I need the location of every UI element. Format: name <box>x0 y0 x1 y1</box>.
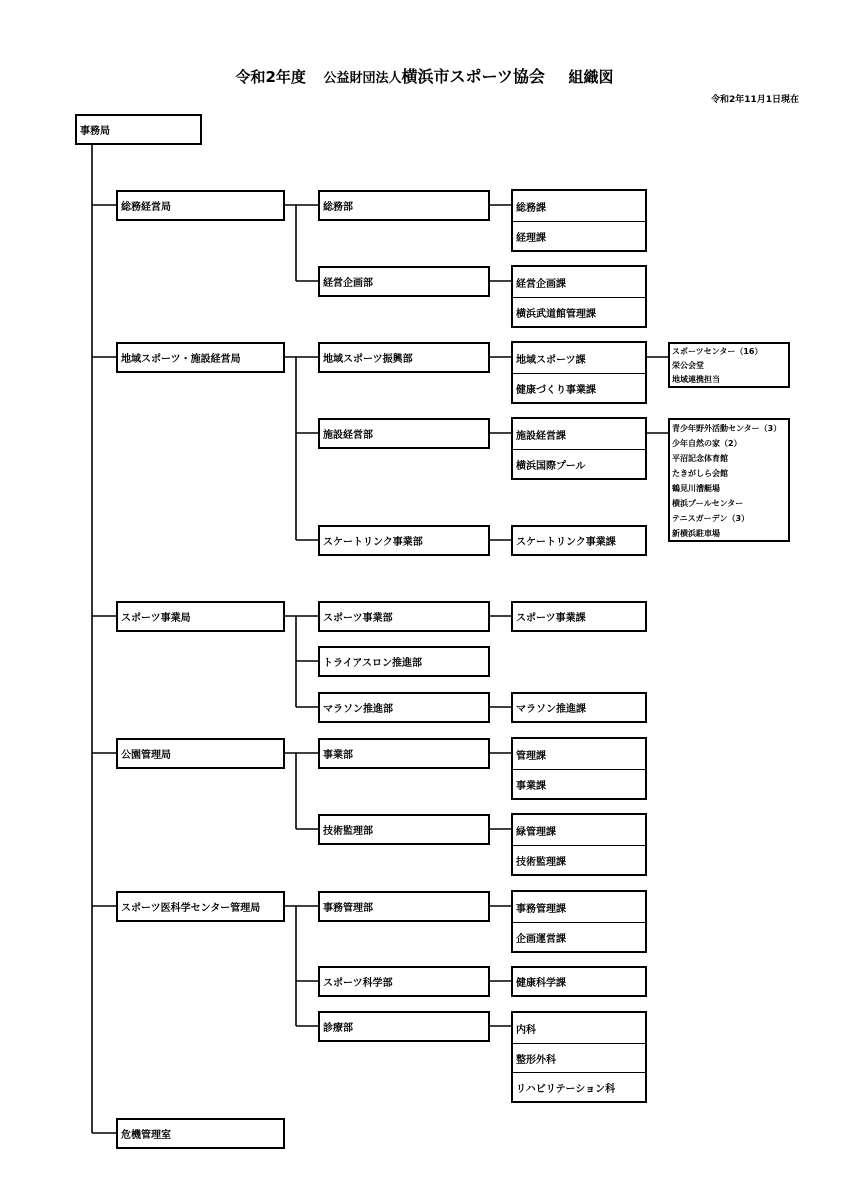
department-label: スケートリンク事業部 <box>323 537 423 548</box>
facility-item: たきがしら会館 <box>672 469 728 478</box>
section-label: リハビリテーション科 <box>513 1072 645 1101</box>
department-label: スポーツ事業部 <box>323 613 393 624</box>
facility-item: 少年自然の家（2） <box>672 439 742 448</box>
department-box <box>318 601 490 632</box>
department-box <box>318 418 490 449</box>
facility-item: テニスガーデン（3） <box>672 514 750 523</box>
bureau-label: スポーツ医科学センター管理局 <box>121 903 261 914</box>
root-box <box>75 114 202 145</box>
section-group <box>511 966 647 997</box>
section-label: 管理課 <box>516 750 546 762</box>
department-label: スポーツ科学部 <box>323 978 393 989</box>
section-label: 事務管理課 <box>516 903 566 915</box>
section-label: 地域スポーツ課 <box>516 354 586 366</box>
department-box <box>318 646 490 677</box>
as-of-date: 令和2年11月1日現在 <box>710 95 799 105</box>
section-group <box>511 265 647 328</box>
department-label: 経営企画部 <box>323 278 373 289</box>
facility-item: 平沼記念体育館 <box>672 454 728 463</box>
section-label: 横浜武道館管理課 <box>513 297 645 326</box>
bureau-label: 公園管理局 <box>121 750 171 761</box>
department-box <box>318 266 490 297</box>
section-label: マラソン推進課 <box>516 704 586 715</box>
section-label: 事業課 <box>513 769 645 798</box>
bureau-box <box>116 1118 285 1149</box>
section-label: 企画運営課 <box>513 922 645 951</box>
department-box <box>318 738 490 769</box>
bureau-label: 危機管理室 <box>121 1130 171 1141</box>
department-box <box>318 966 490 997</box>
section-label: スポーツ事業課 <box>516 613 586 624</box>
bureau-label: 総務経営局 <box>121 202 171 213</box>
section-group <box>511 890 647 953</box>
section-group <box>511 1011 647 1103</box>
department-box <box>318 525 490 556</box>
section-label: 健康づくり事業課 <box>513 373 645 402</box>
root-label: 事務局 <box>80 126 110 137</box>
facility-group <box>668 418 790 542</box>
bureau-box <box>116 601 285 632</box>
department-label: 事務管理部 <box>323 903 373 914</box>
bureau-box <box>116 891 285 922</box>
section-label: スケートリンク事業課 <box>516 537 616 548</box>
section-group <box>511 189 647 252</box>
department-box <box>318 1011 490 1042</box>
title-year: 令和2年度 <box>235 68 306 86</box>
bureau-box <box>116 190 285 221</box>
section-group <box>511 737 647 800</box>
department-label: 総務部 <box>323 202 353 213</box>
department-box <box>318 891 490 922</box>
facility-item: 鶴見川漕艇場 <box>672 484 720 493</box>
department-label: 診療部 <box>323 1023 353 1034</box>
section-label: 経理課 <box>513 221 645 250</box>
department-label: マラソン推進部 <box>323 704 393 715</box>
facility-item: 横浜プールセンター <box>672 499 744 508</box>
section-group <box>511 525 647 556</box>
department-label: 事業部 <box>323 750 353 761</box>
section-label: 総務課 <box>516 202 546 214</box>
bureau-box <box>116 342 285 373</box>
section-label: 健康科学課 <box>516 978 566 989</box>
facility-item: 栄公会堂 <box>672 360 704 370</box>
facility-item: 青少年野外活動センター（3） <box>672 424 782 433</box>
section-label: 横浜国際プール <box>513 449 645 478</box>
section-label: 緑管理課 <box>516 826 556 838</box>
section-group <box>511 813 647 876</box>
department-box <box>318 692 490 723</box>
department-label: トライアスロン推進部 <box>323 658 422 669</box>
section-group <box>511 341 647 404</box>
facility-item: 新横浜駐車場 <box>672 528 720 538</box>
title-org-prefix: 公益財団法人 <box>323 71 402 86</box>
bureau-label: 地域スポーツ・施設経営局 <box>121 354 241 365</box>
section-label: 施設経営課 <box>516 430 566 442</box>
section-label: 内科 <box>516 1024 536 1036</box>
section-label: 技術監理課 <box>513 845 645 874</box>
department-label: 地域スポーツ振興部 <box>323 354 413 365</box>
section-group <box>511 417 647 480</box>
section-group <box>511 601 647 632</box>
section-group <box>511 692 647 723</box>
section-label: 整形外科 <box>513 1043 645 1072</box>
department-box <box>318 190 490 221</box>
department-box <box>318 342 490 373</box>
bureau-label: スポーツ事業局 <box>121 613 191 624</box>
facility-group <box>668 342 790 388</box>
title-org-name: 横浜市スポーツ協会 <box>401 67 545 86</box>
title-chart: 組織図 <box>568 68 614 86</box>
facility-item: 地域連携担当 <box>672 374 720 384</box>
section-label: 経営企画課 <box>516 278 566 290</box>
department-box <box>318 814 490 845</box>
department-label: 施設経営部 <box>323 430 373 441</box>
bureau-box <box>116 738 285 769</box>
facility-item: スポーツセンター（16） <box>672 346 763 356</box>
department-label: 技術監理部 <box>323 826 373 837</box>
